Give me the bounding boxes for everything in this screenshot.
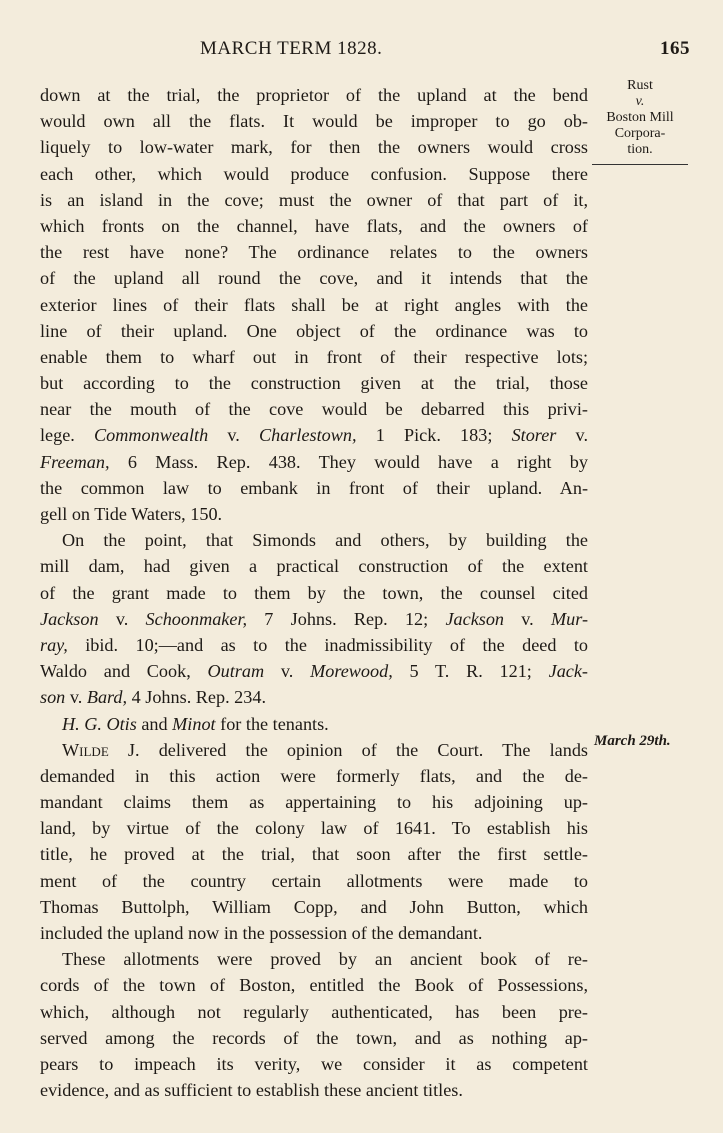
text-line: down at the trial, the proprietor of the upland at the bend (40, 85, 588, 105)
text-run: J. delivered the opinion of the Court. The lands (108, 739, 588, 760)
text-line: On the point, that Simonds and others, by building the (62, 530, 588, 551)
text-line: but according to the construction given at the trial, those (40, 373, 588, 394)
text-run: 1 Pick. 183; (356, 425, 512, 446)
text-line: would own all the flats. It would be improper to go ob- (40, 111, 588, 132)
case-margin-note (590, 78, 690, 165)
text-line: enable them to wharf out in front of their respective lots; (40, 346, 588, 367)
text-line: title, he proved at the trial, that soon after the first settle- (40, 844, 588, 865)
text-line: land, by virtue of the colony law of 1641. To establish his (40, 818, 588, 839)
text-line: is an island in the cove; must the owner of that part of it, (40, 189, 588, 210)
case-name: Schoonmaker, (145, 608, 248, 629)
text-run: ibid. 10;—and as to the inadmissibility of the deed to (67, 634, 588, 655)
text-line: exterior lines of their flats shall be at right angles with the (40, 294, 588, 315)
case-name: son (40, 687, 66, 708)
text-line (40, 449, 588, 475)
text-line: of the grant made to them by the town, the counsel cited (40, 582, 588, 603)
term-heading: MARCH TERM 1828. (200, 38, 383, 59)
text-line: of the upland all round the cove, and it intends that the (40, 268, 588, 289)
text-line: each other, which would produce confusion. Suppose there (40, 163, 588, 184)
case-name: Outram (207, 661, 265, 682)
page-number: 165 (660, 38, 690, 59)
text-line (40, 632, 588, 658)
text-line (40, 711, 588, 737)
text-line: Thomas Buttolph, William Copp, and John Button, which (40, 896, 588, 917)
text-line (40, 422, 588, 448)
counsel-name: H. G. Otis (62, 713, 137, 734)
margin-rule (592, 164, 688, 165)
text-line: which fronts on the channel, have flats, and the owners of (40, 215, 588, 236)
case-name: Jack- (548, 661, 588, 682)
margin-note-line: tion. (627, 142, 653, 157)
text-line (40, 658, 588, 684)
text-run: 6 Mass. Rep. 438. They would have a right by (109, 451, 588, 472)
text-line: demanded in this action were formerly flats, and the de- (40, 765, 588, 786)
text-run: and (136, 713, 173, 734)
text-line: mandant claims them as appertaining to his adjoining up- (40, 792, 588, 813)
case-name: Freeman, (40, 451, 110, 472)
case-name: Charlestown, (259, 425, 357, 446)
case-name: Commonwealth (94, 425, 209, 446)
text-line: served among the records of the town, and as nothing ap- (40, 1027, 588, 1048)
text-line: included the upland now in the possession of the demandant. (40, 923, 483, 943)
text-run: lege. (40, 425, 95, 446)
text-line: evidence, and as sufficient to establish these ancient titles. (40, 1080, 463, 1101)
margin-note-line: Corpora- (614, 126, 666, 141)
text-line: cords of the town of Boston, entitled the Book of Possessions, (40, 975, 588, 996)
text-run: v. (65, 687, 87, 708)
text-run: v. (504, 608, 551, 629)
text-run: Waldo and Cook, (40, 661, 208, 682)
text-line (40, 737, 588, 763)
case-name: Jackson (445, 608, 505, 629)
text-line: These allotments were proved by an ancient book of re- (62, 949, 588, 970)
case-name: Morewood, (310, 661, 393, 682)
case-name: ray, (40, 634, 68, 655)
margin-note-line: v. (635, 94, 645, 109)
case-name: Storer (511, 425, 557, 446)
text-line: ment of the country certain allotments were made to (40, 870, 588, 891)
margin-note-line: Rust (627, 78, 653, 93)
text-line: line of their upland. One object of the ordinance was to (40, 320, 588, 341)
text-line (40, 606, 588, 632)
body-text (40, 82, 588, 1103)
case-name: Mur- (550, 608, 588, 629)
text-line: the rest have none? The ordinance relates to the owners (40, 242, 588, 263)
margin-note-line: Boston Mill (606, 110, 674, 125)
text-line: mill dam, had given a practical construction of the extent (40, 556, 588, 577)
text-run: v. (208, 425, 260, 446)
text-run: for the tenants. (215, 713, 329, 734)
counsel-name: Minot (172, 713, 216, 734)
text-run: v. (264, 661, 311, 682)
text-run: 5 T. R. 121; (392, 661, 549, 682)
text-line: gell on Tide Waters, 150. (40, 504, 223, 524)
text-line (40, 684, 588, 710)
case-name: Bard, (86, 687, 128, 708)
judge-name: Wilde (62, 739, 109, 760)
text-run: v. (556, 425, 588, 446)
text-run: v. (98, 608, 146, 629)
text-line: the common law to embank in front of their upland. An- (40, 477, 588, 498)
text-run: 7 Johns. Rep. 12; (247, 608, 446, 629)
margin-date: March 29th. (594, 733, 671, 749)
text-run: 4 Johns. Rep. 234. (127, 687, 267, 708)
text-line: which, although not regularly authenticated, has been pre- (40, 1001, 588, 1022)
text-line: liquely to low-water mark, for then the owners would cross (40, 137, 588, 158)
case-name: Jackson (40, 608, 99, 629)
text-line: near the mouth of the cove would be debarred this privi- (40, 399, 588, 420)
text-line: pears to impeach its verity, we consider it as competent (40, 1053, 588, 1074)
